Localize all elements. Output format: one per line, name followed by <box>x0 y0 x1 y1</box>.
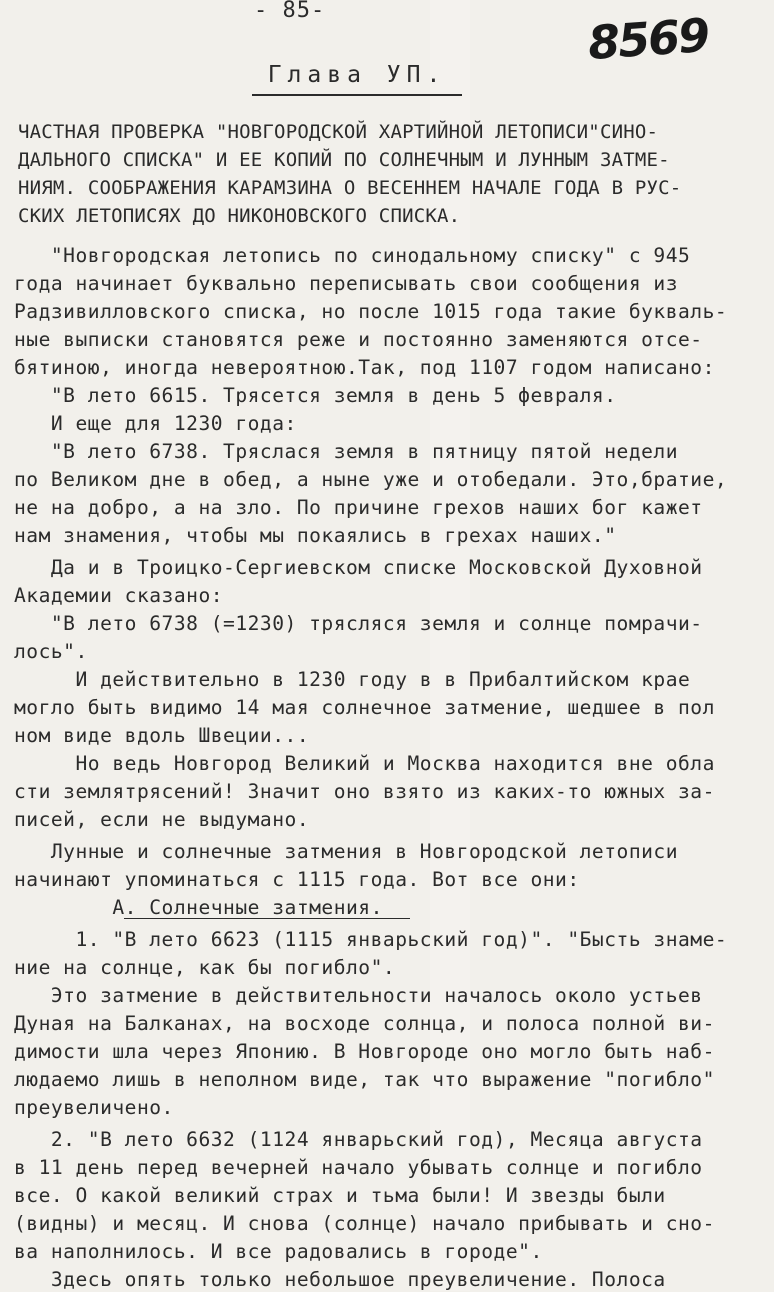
handwritten-page-number: 8569 <box>586 7 710 71</box>
text-line: Это затмение в действительности началось около устьев <box>14 984 703 1007</box>
text-line: (видны) и месяц. И снова (солнце) начало прибывать и сно- <box>14 1212 715 1235</box>
text-line: "В лето 6615. Трясется земля в день 5 февраля. <box>14 384 617 407</box>
text-line: 1. "В лето 6623 (1115 январьский год)". "Бысть знаме- <box>14 928 728 951</box>
text-line: Да и в Троицко-Сергиевском списке Московской Духовной <box>14 556 703 579</box>
text-line: преувеличено. <box>14 1096 174 1119</box>
heading-line: НИЯМ. СООБРАЖЕНИЯ КАРАМЗИНА О ВЕСЕННЕМ НАЧАЛЕ ГОДА В РУС- <box>18 177 682 199</box>
page-number: - 85- <box>254 0 326 23</box>
section-heading-underline <box>124 918 410 919</box>
text-line: лось". <box>14 640 88 663</box>
text-line: людаемо лишь в неполном виде, так что выражение "погибло" <box>14 1068 715 1091</box>
text-line: могло быть видимо 14 мая солнечное затмение, шедшее в пол <box>14 696 715 719</box>
text-line: ные выписки становятся реже и постоянно заменяются отсе- <box>14 328 703 351</box>
section-heading: А. Солнечные затмения. <box>14 896 383 919</box>
text-line: Радзивилловского списка, но после 1015 года такие букваль- <box>14 300 728 323</box>
text-line: И еще для 1230 года: <box>14 412 297 435</box>
text-line: "В лето 6738. Тряслася земля в пятницу пятой недели <box>14 440 679 463</box>
text-line: Но ведь Новгород Великий и Москва находится вне обла <box>14 752 715 775</box>
text-line: начинают упоминаться с 1115 года. Вот все они: <box>14 868 580 891</box>
text-line: года начинает буквально переписывать свои сообщения из <box>14 272 679 295</box>
text-line: бятиною, иногда невероятною.Так, под 1107 годом написано: <box>14 356 715 379</box>
text-line: не на добро, а на зло. По причине грехов наших бог кажет <box>14 496 703 519</box>
text-line: сти землятрясений! Значит оно взято из каких-то южных за- <box>14 780 715 803</box>
text-line: "Новгородская летопись по синодальному списку" с 945 <box>14 244 691 267</box>
heading-line: СКИХ ЛЕТОПИСЯХ ДО НИКОНОВСКОГО СПИСКА. <box>18 205 461 227</box>
chapter-title: Глава УП. <box>252 62 462 96</box>
text-line: ние на солнце, как бы погибло". <box>14 956 396 979</box>
text-line: писей, если не выдумано. <box>14 808 310 831</box>
text-line: Дуная на Балканах, на восходе солнца, и полоса полной ви- <box>14 1012 715 1035</box>
heading-line: ДАЛЬНОГО СПИСКА" И ЕЕ КОПИЙ ПО СОЛНЕЧНЫМ И ЛУННЫМ ЗАТМЕ- <box>18 149 670 171</box>
text-line: нам знамения, чтобы мы покаялись в грехах наших." <box>14 524 617 547</box>
text-line: 2. "В лето 6632 (1124 январьский год), Месяца августа <box>14 1128 703 1151</box>
heading-line: ЧАСТНАЯ ПРОВЕРКА "НОВГОРОДСКОЙ ХАРТИЙНОЙ ЛЕТОПИСИ"СИНО- <box>18 121 659 143</box>
text-line: по Великом дне в обед, а ныне уже и отобедали. Это,братие, <box>14 468 728 491</box>
text-line: "В лето 6738 (=1230) трясляся земля и солнце помрачи- <box>14 612 703 635</box>
text-line: ва наполнилось. И все радовались в городе". <box>14 1240 543 1263</box>
text-line: Академии сказано: <box>14 584 224 607</box>
text-line: в 11 день перед вечерней начало убывать солнце и погибло <box>14 1156 703 1179</box>
text-line: Лунные и солнечные затмения в Новгородской летописи <box>14 840 679 863</box>
text-line: все. О какой великий страх и тьма были! И звезды были <box>14 1184 666 1207</box>
text-line: И действительно в 1230 году в в Прибалтийском крае <box>14 668 691 691</box>
text-line: димости шла через Японию. В Новгороде оно могло быть наб- <box>14 1040 715 1063</box>
text-line: Здесь опять только небольшое преувеличение. Полоса <box>14 1268 666 1291</box>
text-line: ном виде вдоль Швеции... <box>14 724 310 747</box>
